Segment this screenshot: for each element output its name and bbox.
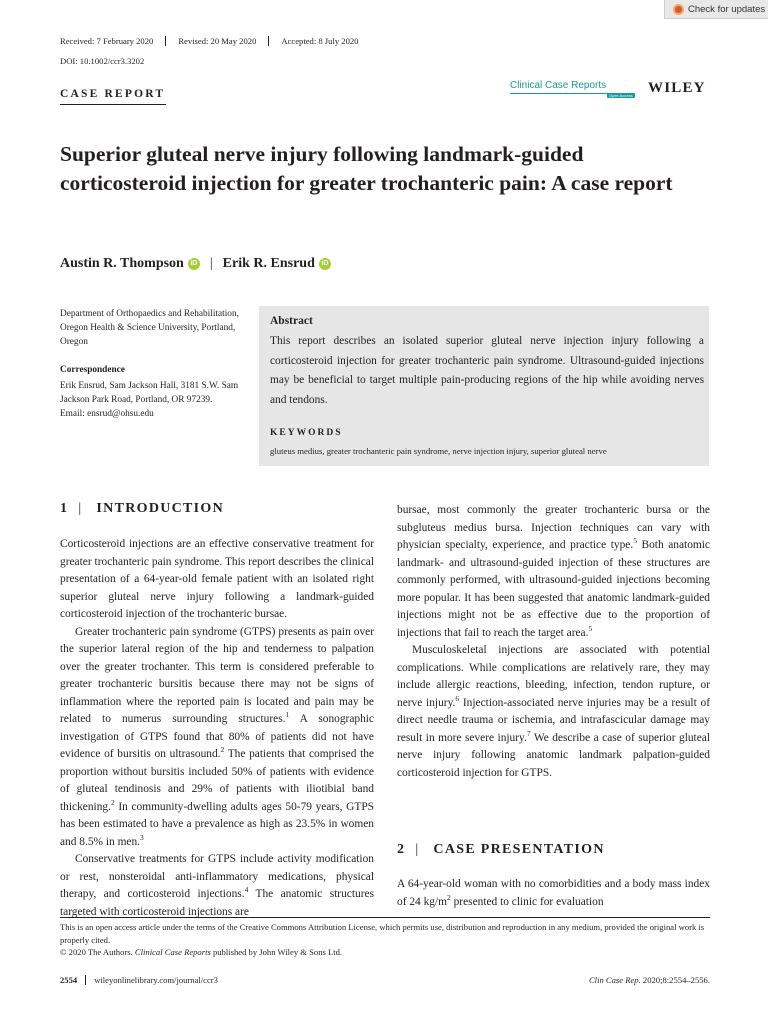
publisher-logo: WILEY bbox=[648, 80, 706, 96]
update-icon bbox=[673, 4, 684, 15]
orcid-icon[interactable]: iD bbox=[319, 258, 331, 270]
footer-rule bbox=[60, 917, 710, 918]
citation[interactable]: 7 bbox=[526, 728, 531, 738]
author-name: Austin R. Thompson bbox=[60, 256, 184, 271]
citation[interactable]: 3 bbox=[140, 832, 144, 842]
check-for-updates-button[interactable] bbox=[664, 0, 768, 19]
section-number: 1 bbox=[60, 501, 69, 516]
author-separator: | bbox=[209, 256, 213, 271]
citation[interactable]: 1 bbox=[285, 710, 290, 720]
license-footnote bbox=[60, 921, 710, 959]
section-number: 2 bbox=[397, 842, 406, 857]
open-access-badge: Open Access bbox=[609, 93, 633, 98]
citation[interactable]: 2 bbox=[220, 745, 225, 755]
right-column bbox=[397, 502, 710, 782]
affiliation: Department of Orthopaedics and Rehabilitation, Oregon Health & Science University, Portland, Oregon bbox=[60, 309, 239, 347]
correspondence-email[interactable]: Email: ensrud@ohsu.edu bbox=[60, 409, 154, 419]
doi: DOI: 10.1002/ccr3.3202 bbox=[60, 56, 145, 66]
page-number: 2554 bbox=[60, 975, 86, 985]
citation-line: Clin Case Rep. 2020;8:2554–2556. bbox=[588, 975, 710, 985]
paragraph: Greater trochanteric pain syndrome (GTPS) presents as pain over the superior lateral region of the hip and tenderness to palpation over the greater trochanter. This term is considered preferable to greater trochanteric bursitis because there may not be signs of inflammation where the reported pain is located and pain may be related to numerus surrounding structures.$^1$ A sonographic investigation of GTPS found that 80% of patients did not have evidence of bursitis on ultrasound.$^2$ The patients that comprised the proportion without bursitis included 50% of patients with evidence of gluteal tendinosis and 29% of patients with iliotibial band thickening.$^2$ In community-dwelling adults ages 50-79 years, GTPS has been estimated to have a prevalence as high as 23.5% in women and 8.5% in men.$^3$ bbox=[60, 625, 374, 848]
author-list bbox=[60, 256, 331, 272]
paragraph: Conservative treatments for GTPS include activity modification or rest, nonsteroidal anti-inflammatory medications, physical therapy, and corticosteroid injections.$^4$ The anatomic structures targeted with corticosteroid injections are bbox=[60, 853, 374, 918]
page-footer bbox=[60, 975, 710, 985]
received-date: Received: 7 February 2020 bbox=[60, 36, 154, 46]
section-heading-case-presentation bbox=[397, 842, 605, 858]
abstract-heading: Abstract bbox=[270, 315, 313, 327]
keywords: gluteus medius, greater trochanteric pain syndrome, nerve injection injury, superior gluteal nerve bbox=[270, 446, 607, 456]
paragraph: A 64-year-old woman with no comorbidities and a body mass index of 24 $kg/m^2$ presented to clinic for evaluation bbox=[397, 878, 710, 908]
section-heading-introduction bbox=[60, 501, 224, 517]
citation[interactable]: 6 bbox=[455, 693, 460, 703]
citation[interactable]: 5 bbox=[588, 623, 593, 633]
journal-logo-rule bbox=[510, 93, 608, 94]
keywords-heading: KEYWORDS bbox=[270, 428, 343, 438]
section-separator: | bbox=[78, 501, 83, 516]
left-column bbox=[60, 536, 374, 921]
section-title: CASE PRESENTATION bbox=[433, 842, 605, 857]
citation[interactable]: 5 bbox=[633, 536, 637, 546]
citation[interactable]: 4 bbox=[244, 885, 249, 895]
paragraph: Corticosteroid injections are an effective conservative treatment for greater trochanteric pain syndrome. This report describes the clinical presentation of a 64-year-old female patient with an isolated right superior gluteal nerve injury following a landmark-guided corticosteroid injection of the trochanteric bursae. bbox=[60, 538, 374, 620]
abstract-text: This report describes an isolated superior gluteal nerve injection injury following a corticosteroid injection for greater trochanteric pain syndrome. Ultrasound-guided injections may be beneficial to target multiple pain-producing regions of the hip while avoiding nerves and tendons. bbox=[270, 335, 704, 406]
paragraph: Musculoskeletal injections are associated with potential complications. While complications are relatively rare, they may include allergic reactions, bleeding, infection, tendon rupture, or nerve injury.$^6$ Injection-associated nerve injuries may be a result of direct needle trauma or ischemia, and intrafascicular damage may result in more severe injury.$^7$ We describe a case of superior gluteal nerve injury following anatomic landmark palpation-guided corticosteroid injection for GTPS. bbox=[397, 644, 710, 779]
citation[interactable]: 2 bbox=[110, 797, 115, 807]
accepted-date: Accepted: 8 July 2020 bbox=[268, 36, 370, 46]
article-dates bbox=[60, 36, 370, 46]
correspondence-address: Erik Ensrud, Sam Jackson Hall, 3181 S.W. Sam Jackson Park Road, Portland, OR 97239. bbox=[60, 381, 239, 405]
orcid-icon[interactable]: iD bbox=[188, 258, 200, 270]
case-presentation-text bbox=[397, 876, 710, 911]
journal-url[interactable]: wileyonlinelibrary.com/journal/ccr3 bbox=[94, 975, 218, 985]
correspondence-heading: Correspondence bbox=[60, 365, 125, 375]
section-separator: | bbox=[415, 842, 420, 857]
check-for-updates-label: Check for updates bbox=[688, 3, 766, 15]
license-text: This is an open access article under the terms of the Creative Commons Attribution License, which permits use, distribution and reproduction in any medium, provided the original work is properly cited. bbox=[60, 922, 705, 945]
article-type-rule bbox=[60, 104, 166, 105]
copyright: © 2020 The Authors. Clinical Case Reports published by John Wiley & Sons Ltd. bbox=[60, 947, 343, 957]
author-name: Erik R. Ensrud bbox=[222, 256, 315, 271]
journal-logo: Clinical Case Reports bbox=[510, 80, 607, 91]
article-type: CASE REPORT bbox=[60, 88, 166, 100]
revised-date: Revised: 20 May 2020 bbox=[165, 36, 268, 46]
section-title: INTRODUCTION bbox=[96, 501, 225, 516]
article-title: Superior gluteal nerve injury following landmark-guided corticosteroid injection for greater trochanteric pain: A case report bbox=[60, 142, 673, 195]
correspondence-details bbox=[60, 379, 255, 421]
paragraph: bursae, most commonly the greater trochanteric bursa or the subgluteus medius bursa. Injection techniques can vary with physician specialty, experience, and practice type.$^5$ Both anatomic landmark- and ultrasound-guided injection of these structures are commonly performed, with ultrasound-guided injections becoming more popular. It has been suggested that anatomic landmark-guided injections might not be as effective due to the proportion of injections that fail to reach the target area.$^5$ bbox=[397, 504, 710, 639]
